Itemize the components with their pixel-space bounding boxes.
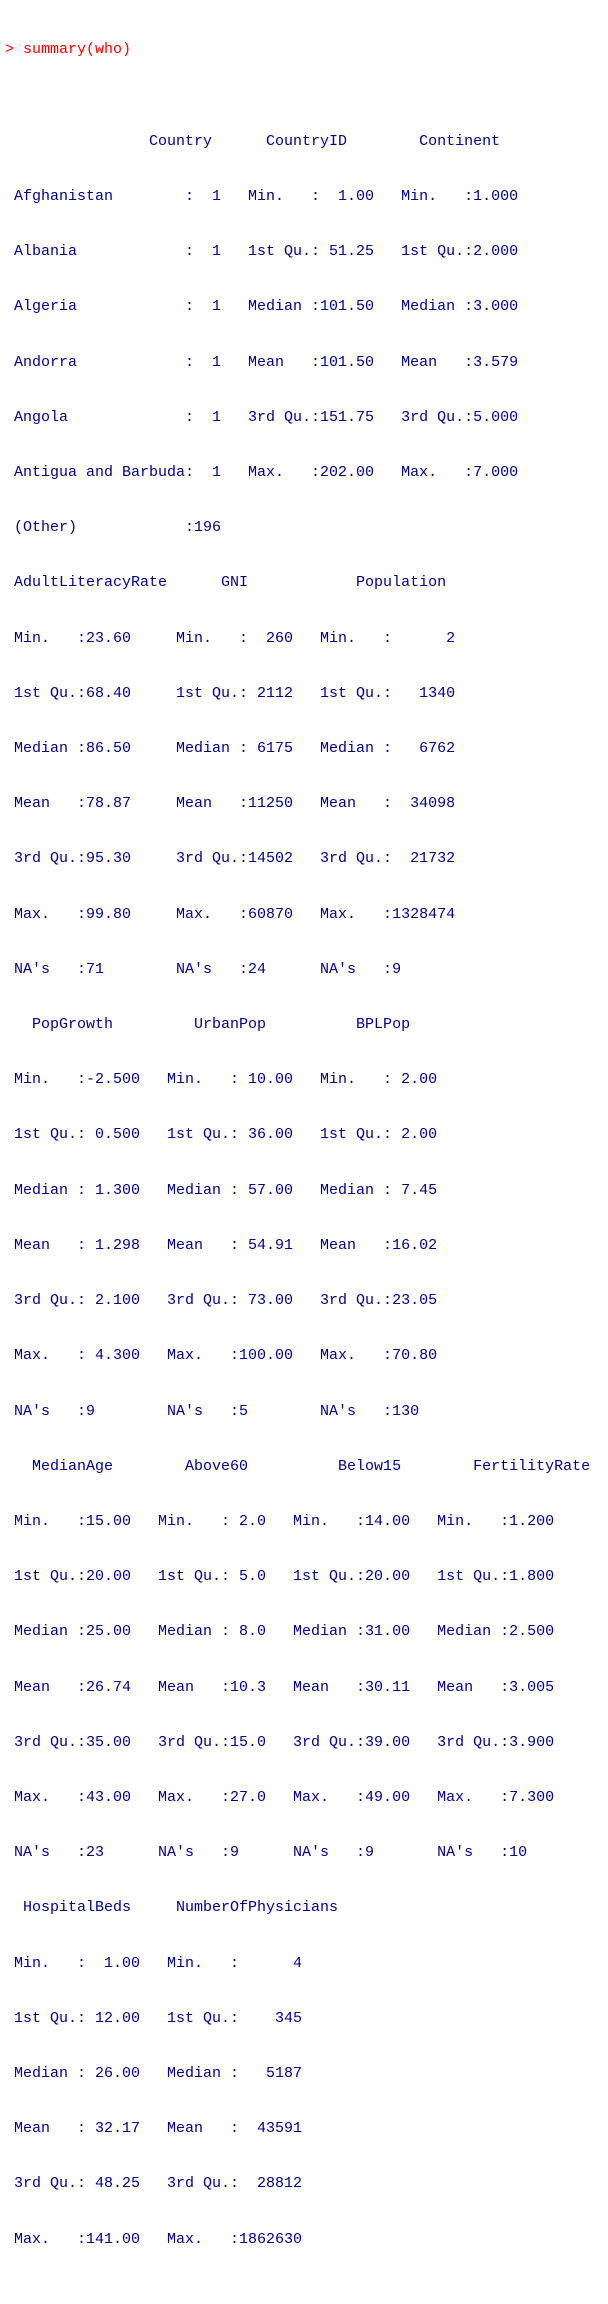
command-text: summary(who)	[23, 40, 132, 58]
output-line: Antigua and Barbuda: 1 Max. :202.00 Max. :7.000	[5, 464, 537, 482]
output-line: Max. :43.00 Max. :27.0 Max. :49.00 Max. :7.300	[5, 1788, 573, 1806]
output-line: Min. :-2.500 Min. : 10.00 Min. : 2.00	[5, 1071, 456, 1089]
output-line: 1st Qu.:68.40 1st Qu.: 2112 1st Qu.: 1340	[5, 684, 474, 702]
output-line: 1st Qu.: 0.500 1st Qu.: 36.00 1st Qu.: 2.00	[5, 1126, 456, 1144]
output-line: 3rd Qu.: 48.25 3rd Qu.: 28812	[5, 2175, 339, 2193]
output-line: Median :25.00 Median : 8.0 Median :31.00 Median :2.500	[5, 1623, 573, 1641]
output-line: Max. : 4.300 Max. :100.00 Max. :70.80	[5, 1347, 456, 1365]
output-line: NA's :23 NA's :9 NA's :9 NA's :10	[5, 1844, 573, 1862]
output-line: Albania : 1 1st Qu.: 51.25 1st Qu.:2.000	[5, 243, 537, 261]
output-line: HospitalBeds NumberOfPhysicians	[5, 1899, 339, 1917]
output-line: Mean :78.87 Mean :11250 Mean : 34098	[5, 795, 474, 813]
output-line: Country CountryID Continent	[5, 132, 519, 150]
output-line: 3rd Qu.:95.30 3rd Qu.:14502 3rd Qu.: 21732	[5, 850, 474, 868]
output-line: 3rd Qu.:35.00 3rd Qu.:15.0 3rd Qu.:39.00 3rd Qu.:3.900	[5, 1733, 573, 1751]
output-line: Mean : 1.298 Mean : 54.91 Mean :16.02	[5, 1236, 456, 1254]
output-line: (Other) :196	[5, 519, 537, 537]
output-line: Median :86.50 Median : 6175 Median : 6762	[5, 740, 474, 758]
output-line: Min. : 1.00 Min. : 4	[5, 1954, 339, 1972]
output-line: 1st Qu.: 12.00 1st Qu.: 345	[5, 2009, 339, 2027]
output-line: MedianAge Above60 Below15 FertilityRate	[5, 1457, 608, 1475]
output-line: Afghanistan : 1 Min. : 1.00 Min. :1.000	[5, 188, 537, 206]
output-line: 1st Qu.:20.00 1st Qu.: 5.0 1st Qu.:20.00 1st Qu.:1.800	[5, 1568, 573, 1586]
command-line	[5, 41, 600, 59]
output-line: Min. :15.00 Min. : 2.0 Min. :14.00 Min. :1.200	[5, 1512, 573, 1530]
output-line: Algeria : 1 Median :101.50 Median :3.000	[5, 298, 537, 316]
output-line: NA's :9 NA's :5 NA's :130	[5, 1402, 456, 1420]
output-line: AdultLiteracyRate GNI Population	[5, 574, 492, 592]
output-line: Angola : 1 3rd Qu.:151.75 3rd Qu.:5.000	[5, 408, 537, 426]
output-line: Median : 26.00 Median : 5187	[5, 2064, 339, 2082]
output-line: NA's :71 NA's :24 NA's :9	[5, 960, 474, 978]
output-line: Mean : 32.17 Mean : 43591	[5, 2120, 339, 2138]
prompt-symbol: >	[5, 40, 15, 58]
output-line: Max. :141.00 Max. :1862630	[5, 2230, 339, 2248]
output-line: Andorra : 1 Mean :101.50 Mean :3.579	[5, 353, 537, 371]
output-line: PopGrowth UrbanPop BPLPop	[5, 1016, 456, 1034]
output-line: 3rd Qu.: 2.100 3rd Qu.: 73.00 3rd Qu.:23.05	[5, 1292, 456, 1310]
summary-output	[5, 96, 608, 2286]
output-line: Max. :99.80 Max. :60870 Max. :1328474	[5, 905, 474, 923]
output-line: Min. :23.60 Min. : 260 Min. : 2	[5, 629, 474, 647]
output-line: Mean :26.74 Mean :10.3 Mean :30.11 Mean :3.005	[5, 1678, 573, 1696]
output-line: Median : 1.300 Median : 57.00 Median : 7.45	[5, 1181, 456, 1199]
